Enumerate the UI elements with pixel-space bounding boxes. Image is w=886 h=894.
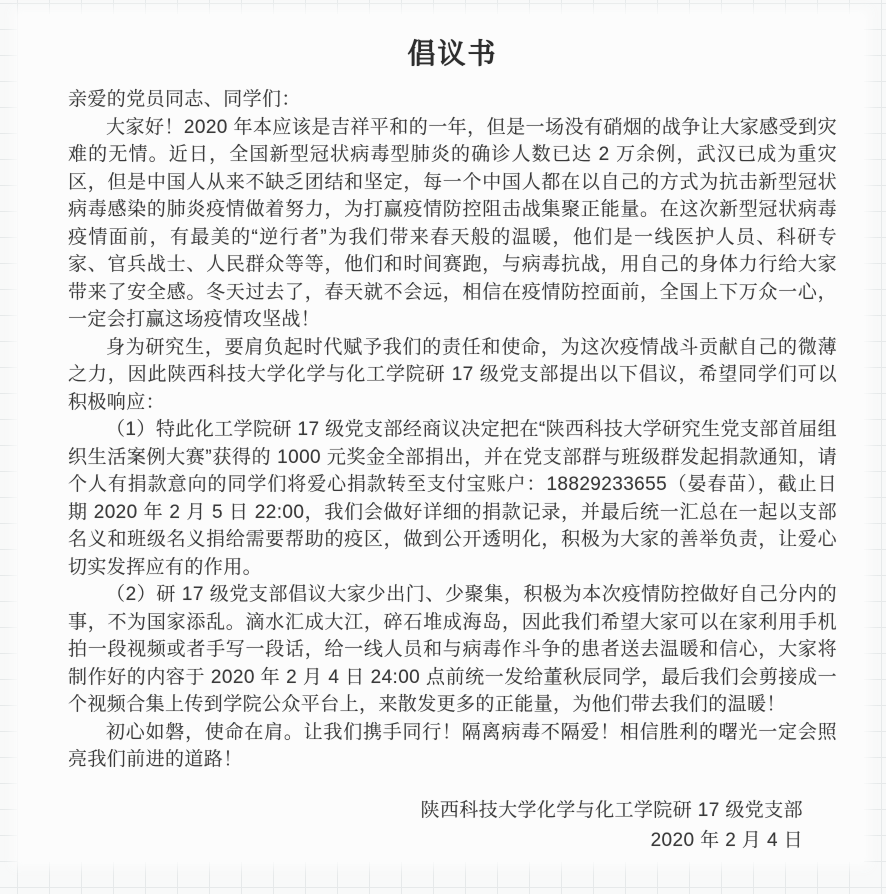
salutation: 亲爱的党员同志、同学们： [68, 89, 301, 110]
signature-date: 2020 年 2 月 4 日 [650, 829, 803, 851]
signature: 陕西科技大学化学与化工学院研 17 级党支部 [420, 799, 803, 821]
document-page [18, 14, 864, 862]
document-body [68, 86, 837, 856]
paragraph-closing: 初心如磐，使命在肩。让我们携手同行！隔离病毒不隔爱！相信胜利的曙光一定会照亮我们前进的道路！ [68, 721, 837, 770]
document-title: 倡议书 [407, 38, 498, 69]
paragraph-intro: 大家好！2020 年本应该是吉祥平和的一年，但是一场没有硝烟的战争让大家感受到灾难的无情。近日，全国新型冠状病毒型肺炎的确诊人数已达 2 万余例，武汉已成为重灾区，但是中国人从来不缺乏团结和坚定，每一个中国人都在以自己的方式为抗击新型冠状病毒感染的肺炎疫情做着努力，为打赢疫情防控阻击战集聚正能量。在这次新型冠状病毒疫情面前，有最美的“逆行者”为我们带来春天般的温暖，他们是一线医护人员、科研专家、官兵战士、人民群众等等，他们和时间赛跑，与病毒抗战，用自己的身体力行给大家带来了安全感。冬天过去了，春天就不会远，相信在疫情防控面前，全国上下万众一心，一定会打赢这场疫情攻坚战！ [68, 116, 837, 330]
paragraph-item-2: （2）研 17 级党支部倡议大家少出门、少聚集，积极为本次疫情防控做好自己分内的事，不为国家添乱。滴水汇成大江，碎石堆成海岛，因此我们希望大家可以在家利用手机拍一段视频或者手写一段话，给一线人员和与病毒作斗争的患者送去温暖和信心，大家将制作好的内容于 2020 年 2 月 4 日 24:00 点前统一发给董秋辰同学，最后我们会剪接成一个视频合集上传到学院公众平台上，来散发更多的正能量，为他们带去我们的温暖！ [68, 584, 837, 715]
signature-block [68, 796, 837, 856]
paragraph-item-1: （1）特此化工学院研 17 级党支部经商议决定把在“陕西科技大学研究生党支部首届组织生活案例大赛”获得的 1000 元奖金全部捐出，并在党支部群与班级群发起捐款通知，请个人有捐款意向的同学们将爱心捐款转至支付宝账户：18829233655（晏春苗），截止日期 2020 年 2 月 5 日 22:00，我们会做好详细的捐款记录，并最后统一汇总在一起以支部名义和班级名义捐给需要帮助的疫区，做到公开透明化，积极为大家的善举负责，让爱心切实发挥应有的作用。 [68, 419, 837, 578]
paragraph-proposal-lead: 身为研究生，要肩负起时代赋予我们的责任和使命，为这次疫情战斗贡献自己的微薄之力，因此陕西科技大学化学与化工学院研 17 级党支部提出以下倡议，希望同学们可以积极响应： [68, 336, 837, 413]
